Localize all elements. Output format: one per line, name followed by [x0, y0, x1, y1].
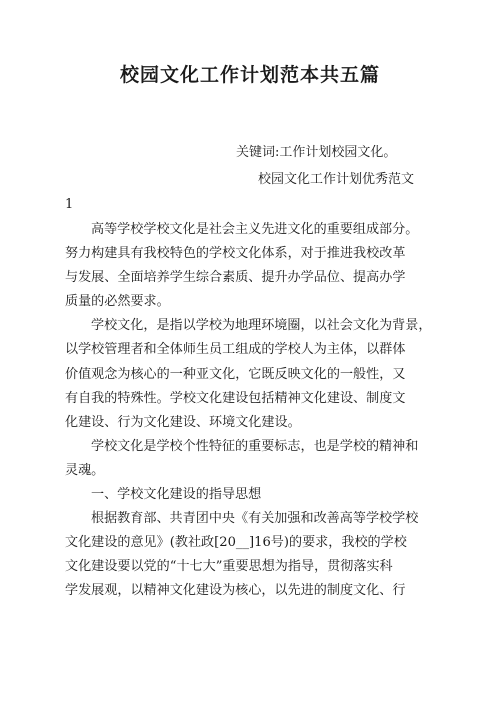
paragraph-line: 根据教育部、共青团中央《有关加强和改善高等学校学校 — [91, 511, 419, 527]
paragraph-line: 文化建设的意见》(教社政[20__]16号)的要求，我校的学校 — [65, 535, 407, 551]
paragraph-line: 文化建设要以党的“十七大”重要思想为指导，贯彻落实科 — [65, 559, 393, 575]
paragraph-line: 学校文化，是指以学校为地理环境圈，以社会文化为背景， — [91, 318, 432, 334]
paragraph-line: 以学校管理者和全体师生员工组成的学校人为主体，以群体 — [65, 342, 406, 358]
paragraph-line: 有自我的特殊性。学校文化建设包括精神文化建设、制度文 — [65, 390, 406, 406]
paragraph-line: 高等学校学校文化是社会主义先进文化的重要组成部分。 — [91, 222, 419, 237]
document-title: 校园文化工作计划范本共五篇 — [119, 64, 380, 86]
paragraph-line: 学校文化是学校个性特征的重要标志，也是学校的精神和 — [91, 438, 419, 454]
section-number: 1 — [65, 197, 74, 212]
paragraph-line: 质量的必然要求。 — [65, 294, 170, 310]
paragraph-line: 学发展观，以精神文化建设为核心，以先进的制度文化、行 — [65, 583, 406, 599]
body-text — [65, 218, 445, 604]
section-heading: 一、学校文化建设的指导思想 — [91, 487, 262, 503]
keywords-line: 关键词:工作计划校园文化。 — [236, 145, 397, 160]
paragraph-line: 与发展、全面培养学生综合素质、提升办学品位、提高办学 — [65, 270, 406, 286]
paragraph-line: 化建设、行为文化建设、环境文化建设。 — [65, 414, 301, 430]
section-subheading: 校园文化工作计划优秀范文 — [258, 172, 415, 187]
paragraph-line: 努力构建具有我校特色的学校文化体系，对于推进我校改革 — [65, 246, 406, 262]
paragraph-line: 灵魂。 — [65, 462, 105, 478]
paragraph-line: 价值观念为核心的一种亚文化，它既反映文化的一般性，又 — [65, 366, 406, 382]
